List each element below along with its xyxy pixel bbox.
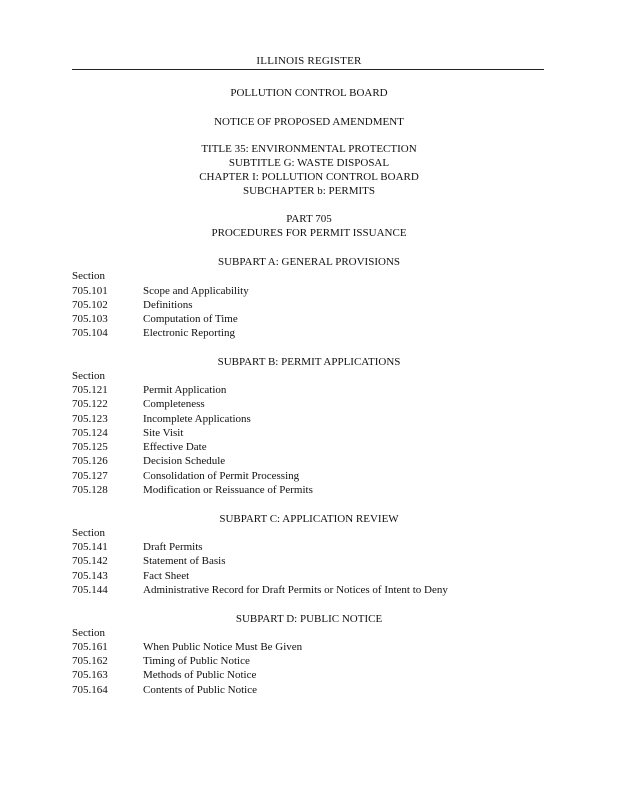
subpart-heading: SUBPART B: PERMIT APPLICATIONS	[217, 356, 401, 368]
section-row	[72, 555, 226, 567]
section-row	[72, 584, 448, 596]
section-number: 705.144	[72, 584, 108, 596]
notice-title: NOTICE OF PROPOSED AMENDMENT	[214, 116, 404, 128]
section-number: 705.124	[72, 427, 108, 439]
chapter-line: CHAPTER I: POLLUTION CONTROL BOARD	[199, 171, 419, 183]
section-title: Draft Permits	[143, 541, 203, 553]
section-number: 705.141	[72, 541, 108, 553]
section-label: Section	[72, 627, 105, 639]
section-title: Site Visit	[143, 427, 184, 439]
subchapter-line: SUBCHAPTER b: PERMITS	[242, 185, 376, 197]
section-row	[72, 413, 251, 425]
section-number: 705.126	[72, 455, 108, 467]
section-number: 705.127	[72, 470, 108, 482]
section-title: Completeness	[143, 398, 205, 410]
section-number: 705.104	[72, 327, 108, 339]
section-title: Contents of Public Notice	[143, 684, 257, 696]
section-number: 705.103	[72, 313, 108, 325]
section-row	[72, 655, 250, 667]
section-number: 705.164	[72, 684, 108, 696]
section-title: Administrative Record for Draft Permits or Notices of Intent to Deny	[143, 584, 448, 596]
title-line: TITLE 35: ENVIRONMENTAL PROTECTION	[201, 143, 417, 155]
section-row	[72, 427, 183, 439]
section-label: Section	[72, 370, 105, 382]
subpart-heading: SUBPART C: APPLICATION REVIEW	[219, 513, 399, 525]
section-number: 705.161	[72, 641, 108, 653]
section-label: Section	[72, 527, 105, 539]
section-title: Permit Application	[143, 384, 227, 396]
section-row	[72, 541, 203, 553]
section-row	[72, 441, 207, 453]
section-row	[72, 285, 249, 297]
section-number: 705.162	[72, 655, 108, 667]
section-row	[72, 327, 235, 339]
section-row	[72, 570, 189, 582]
section-row	[72, 398, 205, 410]
section-title: Statement of Basis	[143, 555, 226, 567]
section-row	[72, 484, 313, 496]
section-row	[72, 641, 302, 653]
section-number: 705.142	[72, 555, 108, 567]
section-row	[72, 684, 257, 696]
section-title: Fact Sheet	[143, 570, 190, 582]
section-title: Modification or Reissuance of Permits	[143, 484, 313, 496]
section-title: Methods of Public Notice	[143, 669, 257, 681]
section-title: When Public Notice Must Be Given	[143, 641, 303, 653]
part-heading: PROCEDURES FOR PERMIT ISSUANCE	[211, 227, 407, 239]
section-title: Incomplete Applications	[143, 413, 251, 425]
section-number: 705.123	[72, 413, 108, 425]
section-title: Scope and Applicability	[143, 285, 249, 297]
section-title: Consolidation of Permit Processing	[143, 470, 300, 482]
section-number: 705.102	[72, 299, 108, 311]
section-row	[72, 313, 238, 325]
section-number: 705.143	[72, 570, 108, 582]
section-number: 705.163	[72, 669, 108, 681]
subpart-heading: SUBPART A: GENERAL PROVISIONS	[218, 256, 400, 268]
section-title: Timing of Public Notice	[143, 655, 250, 667]
section-title: Definitions	[143, 299, 193, 311]
section-number: 705.121	[72, 384, 108, 396]
section-number: 705.128	[72, 484, 108, 496]
section-row	[72, 669, 256, 681]
section-title: Decision Schedule	[143, 455, 226, 467]
section-label: Section	[72, 270, 105, 282]
section-row	[72, 384, 226, 396]
section-title: Electronic Reporting	[143, 327, 235, 339]
board-name: POLLUTION CONTROL BOARD	[230, 87, 388, 99]
section-title: Computation of Time	[143, 313, 238, 325]
section-number: 705.122	[72, 398, 108, 410]
part-number: PART 705	[286, 213, 332, 225]
subpart-heading: SUBPART D: PUBLIC NOTICE	[235, 613, 383, 625]
section-number: 705.101	[72, 285, 108, 297]
header-rule	[72, 69, 544, 70]
section-row	[72, 455, 225, 467]
section-row	[72, 299, 193, 311]
page-header-title: ILLINOIS REGISTER	[256, 55, 362, 67]
subtitle-line: SUBTITLE G: WASTE DISPOSAL	[228, 157, 390, 169]
section-number: 705.125	[72, 441, 108, 453]
section-row	[72, 470, 299, 482]
section-title: Effective Date	[143, 441, 207, 453]
